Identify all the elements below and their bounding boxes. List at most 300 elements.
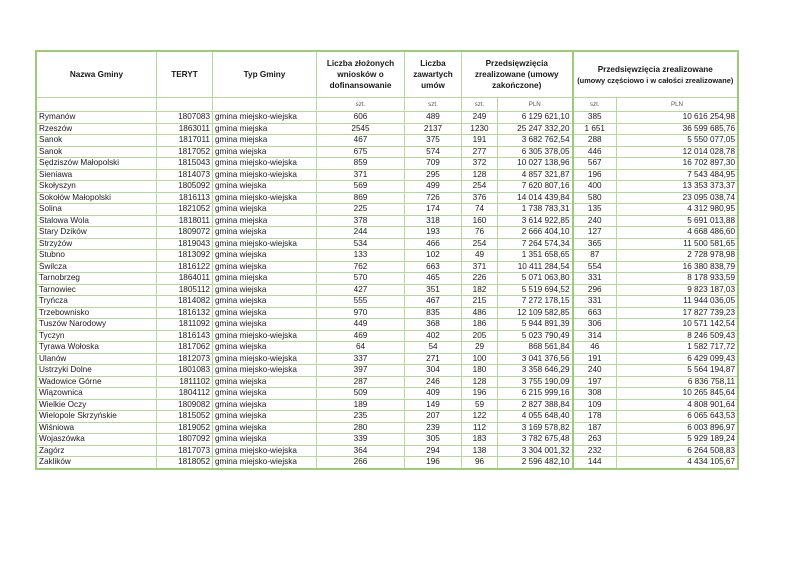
cell-name[interactable]: Rymanów [37,112,157,124]
cell-realized-count[interactable]: 314 [573,330,617,342]
cell-realized-pln[interactable]: 6 003 896,97 [617,422,738,434]
cell-type[interactable]: gmina miejsko-wiejska [213,158,317,170]
cell-completed-pln[interactable]: 10 411 284,54 [498,261,573,273]
cell-contracts[interactable]: 102 [405,250,462,262]
cell-name[interactable]: Świlcza [37,261,157,273]
cell-realized-count[interactable]: 127 [573,227,617,239]
cell-completed-count[interactable]: 371 [462,261,498,273]
cell-type[interactable]: gmina miejska [213,135,317,147]
cell-applications[interactable]: 467 [317,135,405,147]
cell-teryt[interactable]: 1816122 [157,261,213,273]
cell-contracts[interactable]: 835 [405,307,462,319]
cell-realized-pln[interactable]: 1 582 717,72 [617,342,738,354]
table-row [37,457,738,469]
cell-type[interactable]: gmina wiejska [213,296,317,308]
cell-teryt[interactable]: 1818011 [157,215,213,227]
cell-applications[interactable]: 534 [317,238,405,250]
cell-realized-pln[interactable]: 2 728 978,98 [617,250,738,262]
cell-realized-pln[interactable]: 5 691 013,88 [617,215,738,227]
cell-completed-pln[interactable]: 6 215 999,16 [498,388,573,400]
cell-realized-count[interactable]: 187 [573,422,617,434]
cell-realized-pln[interactable]: 16 380 838,79 [617,261,738,273]
cell-completed-count[interactable]: 74 [462,204,498,216]
cell-completed-pln[interactable]: 2 666 404,10 [498,227,573,239]
cell-realized-count[interactable]: 197 [573,376,617,388]
cell-realized-count[interactable]: 232 [573,445,617,457]
cell-realized-count[interactable]: 306 [573,319,617,331]
cell-realized-pln[interactable]: 10 616 254,98 [617,112,738,124]
cell-realized-count[interactable]: 178 [573,411,617,423]
cell-teryt[interactable]: 1817073 [157,445,213,457]
cell-completed-pln[interactable]: 3 755 190,09 [498,376,573,388]
cell-completed-pln[interactable]: 3 782 675,48 [498,434,573,446]
cell-name[interactable]: Wielopole Skrzyńskie [37,411,157,423]
cell-contracts[interactable]: 663 [405,261,462,273]
cell-applications[interactable]: 509 [317,388,405,400]
cell-realized-count[interactable]: 554 [573,261,617,273]
cell-realized-pln[interactable]: 36 599 685,76 [617,123,738,135]
cell-teryt[interactable]: 1814082 [157,296,213,308]
cell-type[interactable]: gmina wiejska [213,411,317,423]
cell-realized-count[interactable]: 109 [573,399,617,411]
cell-completed-pln[interactable]: 4 055 648,40 [498,411,573,423]
cell-name[interactable]: Sieniawa [37,169,157,181]
cell-realized-pln[interactable]: 4 434 105,67 [617,457,738,469]
cell-applications[interactable]: 189 [317,399,405,411]
cell-realized-count[interactable]: 191 [573,353,617,365]
cell-completed-pln[interactable]: 5 944 891,39 [498,319,573,331]
cell-completed-pln[interactable]: 7 272 178,15 [498,296,573,308]
cell-completed-count[interactable]: 160 [462,215,498,227]
cell-completed-count[interactable]: 96 [462,457,498,469]
cell-applications[interactable]: 2545 [317,123,405,135]
cell-contracts[interactable]: 246 [405,376,462,388]
cell-completed-pln[interactable]: 3 304 001,32 [498,445,573,457]
cell-completed-count[interactable]: 128 [462,376,498,388]
cell-teryt[interactable]: 1813092 [157,250,213,262]
table-row [37,353,738,365]
cell-applications[interactable]: 762 [317,261,405,273]
cell-teryt[interactable]: 1809082 [157,399,213,411]
cell-teryt[interactable]: 1814073 [157,169,213,181]
cell-completed-pln[interactable]: 6 305 378,05 [498,146,573,158]
cell-contracts[interactable]: 207 [405,411,462,423]
cell-name[interactable]: Tyrawa Wołoska [37,342,157,354]
cell-contracts[interactable]: 409 [405,388,462,400]
table-row [37,307,738,319]
cell-realized-pln[interactable]: 4 312 980,95 [617,204,738,216]
cell-realized-pln[interactable]: 8 246 509,43 [617,330,738,342]
cell-name[interactable]: Wadowice Górne [37,376,157,388]
cell-contracts[interactable]: 295 [405,169,462,181]
cell-realized-count[interactable]: 446 [573,146,617,158]
cell-teryt[interactable]: 1821052 [157,204,213,216]
unit-empty [213,98,317,112]
cell-name[interactable]: Tyczyn [37,330,157,342]
table-row [37,422,738,434]
cell-completed-count[interactable]: 100 [462,353,498,365]
cell-applications[interactable]: 970 [317,307,405,319]
cell-applications[interactable]: 675 [317,146,405,158]
cell-applications[interactable]: 569 [317,181,405,193]
cell-realized-count[interactable]: 308 [573,388,617,400]
cell-teryt[interactable]: 1817052 [157,146,213,158]
cell-teryt[interactable]: 1819052 [157,422,213,434]
cell-completed-pln[interactable]: 5 023 790,49 [498,330,573,342]
header-contracts[interactable] [405,52,462,98]
cell-completed-count[interactable]: 191 [462,135,498,147]
cell-name[interactable]: Tuszów Narodowy [37,319,157,331]
cell-realized-pln[interactable]: 4 808 901,64 [617,399,738,411]
cell-name[interactable]: Sokołów Małopolski [37,192,157,204]
cell-applications[interactable]: 606 [317,112,405,124]
cell-contracts[interactable]: 318 [405,215,462,227]
cell-realized-pln[interactable]: 5 564 194,87 [617,365,738,377]
cell-realized-count[interactable]: 296 [573,284,617,296]
cell-name[interactable]: Wojaszówka [37,434,157,446]
cell-type[interactable]: gmina wiejska [213,434,317,446]
cell-completed-pln[interactable]: 3 682 762,54 [498,135,573,147]
cell-realized-count[interactable]: 580 [573,192,617,204]
cell-completed-count[interactable]: 186 [462,319,498,331]
cell-type[interactable]: gmina wiejska [213,307,317,319]
cell-name[interactable]: Zaklików [37,457,157,469]
cell-completed-pln[interactable]: 10 027 138,96 [498,158,573,170]
cell-realized-count[interactable]: 196 [573,169,617,181]
cell-contracts[interactable]: 709 [405,158,462,170]
cell-type[interactable]: gmina wiejska [213,284,317,296]
table-row [37,399,738,411]
cell-realized-count[interactable]: 365 [573,238,617,250]
cell-completed-count[interactable]: 112 [462,422,498,434]
cell-applications[interactable]: 869 [317,192,405,204]
cell-completed-pln[interactable]: 25 247 332,20 [498,123,573,135]
cell-completed-count[interactable]: 49 [462,250,498,262]
cell-completed-count[interactable]: 182 [462,284,498,296]
cell-applications[interactable]: 364 [317,445,405,457]
cell-contracts[interactable]: 239 [405,422,462,434]
cell-realized-pln[interactable]: 5 929 189,24 [617,434,738,446]
cell-type[interactable]: gmina miejsko-wiejska [213,457,317,469]
cell-realized-pln[interactable]: 6 836 758,11 [617,376,738,388]
cell-teryt[interactable]: 1801083 [157,365,213,377]
cell-type[interactable]: gmina wiejska [213,181,317,193]
cell-realized-pln[interactable]: 4 668 486,60 [617,227,738,239]
cell-realized-pln[interactable]: 5 550 077,05 [617,135,738,147]
cell-realized-count[interactable]: 135 [573,204,617,216]
unit-applications: szt. [317,98,405,112]
cell-realized-count[interactable]: 240 [573,365,617,377]
cell-contracts[interactable]: 467 [405,296,462,308]
cell-name[interactable]: Tarnobrzeg [37,273,157,285]
cell-completed-count[interactable]: 122 [462,411,498,423]
cell-applications[interactable]: 371 [317,169,405,181]
table-row [37,169,738,181]
cell-contracts[interactable]: 271 [405,353,462,365]
cell-applications[interactable]: 225 [317,204,405,216]
table-row [37,135,738,147]
cell-type[interactable]: gmina miejsko-wiejska [213,353,317,365]
cell-contracts[interactable]: 2137 [405,123,462,135]
cell-name[interactable]: Ulanów [37,353,157,365]
cell-realized-pln[interactable]: 23 095 038,74 [617,192,738,204]
cell-realized-count[interactable]: 331 [573,273,617,285]
cell-realized-pln[interactable]: 6 264 508,83 [617,445,738,457]
cell-applications[interactable]: 469 [317,330,405,342]
cell-realized-pln[interactable]: 12 014 028,78 [617,146,738,158]
cell-contracts[interactable]: 174 [405,204,462,216]
cell-type[interactable]: gmina wiejska [213,422,317,434]
cell-contracts[interactable]: 304 [405,365,462,377]
cell-completed-pln[interactable]: 2 827 388,84 [498,399,573,411]
cell-teryt[interactable]: 1807092 [157,434,213,446]
cell-applications[interactable]: 859 [317,158,405,170]
cell-applications[interactable]: 287 [317,376,405,388]
cell-realized-count[interactable]: 1 651 [573,123,617,135]
cell-name[interactable]: Tarnowiec [37,284,157,296]
cell-realized-pln[interactable]: 6 429 099,43 [617,353,738,365]
cell-name[interactable]: Ustrzyki Dolne [37,365,157,377]
cell-applications[interactable]: 133 [317,250,405,262]
cell-type[interactable]: gmina wiejska [213,227,317,239]
header-teryt[interactable]: TERYT [157,52,213,98]
cell-completed-pln[interactable]: 12 109 582,85 [498,307,573,319]
cell-realized-pln[interactable]: 17 827 739,23 [617,307,738,319]
cell-completed-pln[interactable]: 14 014 439,84 [498,192,573,204]
cell-completed-count[interactable]: 196 [462,388,498,400]
cell-completed-pln[interactable]: 1 351 658,65 [498,250,573,262]
cell-type[interactable]: gmina wiejska [213,319,317,331]
cell-completed-count[interactable]: 226 [462,273,498,285]
cell-applications[interactable]: 555 [317,296,405,308]
cell-contracts[interactable]: 305 [405,434,462,446]
cell-completed-count[interactable]: 183 [462,434,498,446]
cell-type[interactable]: gmina miejska [213,215,317,227]
cell-contracts[interactable]: 402 [405,330,462,342]
cell-applications[interactable]: 266 [317,457,405,469]
cell-completed-count[interactable]: 205 [462,330,498,342]
cell-teryt[interactable]: 1807083 [157,112,213,124]
cell-contracts[interactable]: 351 [405,284,462,296]
cell-completed-count[interactable]: 29 [462,342,498,354]
cell-completed-count[interactable]: 486 [462,307,498,319]
cell-completed-pln[interactable]: 2 596 482,10 [498,457,573,469]
cell-name[interactable]: Sanok [37,146,157,158]
cell-completed-count[interactable]: 128 [462,169,498,181]
cell-contracts[interactable]: 368 [405,319,462,331]
cell-teryt[interactable]: 1804112 [157,388,213,400]
cell-teryt[interactable]: 1809072 [157,227,213,239]
cell-contracts[interactable]: 465 [405,273,462,285]
cell-teryt[interactable]: 1805112 [157,284,213,296]
header-name[interactable]: Nazwa Gminy [37,52,157,98]
cell-teryt[interactable]: 1819043 [157,238,213,250]
cell-type[interactable]: gmina miejsko-wiejska [213,169,317,181]
cell-applications[interactable]: 397 [317,365,405,377]
cell-contracts[interactable]: 466 [405,238,462,250]
cell-type[interactable]: gmina miejska [213,123,317,135]
cell-teryt[interactable]: 1863011 [157,123,213,135]
cell-completed-count[interactable]: 76 [462,227,498,239]
cell-completed-pln[interactable]: 5 071 063,80 [498,273,573,285]
cell-applications[interactable]: 570 [317,273,405,285]
cell-teryt[interactable]: 1816143 [157,330,213,342]
table-row [37,330,738,342]
cell-completed-pln[interactable]: 3 614 922,85 [498,215,573,227]
cell-realized-pln[interactable]: 6 065 643,53 [617,411,738,423]
cell-realized-count[interactable]: 331 [573,296,617,308]
cell-contracts[interactable]: 294 [405,445,462,457]
cell-completed-count[interactable]: 249 [462,112,498,124]
header-row [37,52,738,98]
cell-applications[interactable]: 244 [317,227,405,239]
cell-type[interactable]: gmina wiejska [213,399,317,411]
cell-applications[interactable]: 339 [317,434,405,446]
cell-realized-count[interactable]: 663 [573,307,617,319]
cell-realized-count[interactable]: 240 [573,215,617,227]
cell-realized-pln[interactable]: 10 265 845,64 [617,388,738,400]
cell-realized-count[interactable]: 263 [573,434,617,446]
cell-type[interactable]: gmina wiejska [213,261,317,273]
cell-contracts[interactable]: 489 [405,112,462,124]
cell-contracts[interactable]: 574 [405,146,462,158]
cell-completed-count[interactable]: 254 [462,181,498,193]
cell-contracts[interactable]: 726 [405,192,462,204]
cell-completed-pln[interactable]: 7 620 807,16 [498,181,573,193]
cell-applications[interactable]: 280 [317,422,405,434]
cell-completed-pln[interactable]: 1 738 783,31 [498,204,573,216]
cell-realized-count[interactable]: 567 [573,158,617,170]
cell-teryt[interactable]: 1817011 [157,135,213,147]
cell-completed-pln[interactable]: 3 169 578,82 [498,422,573,434]
cell-completed-count[interactable]: 376 [462,192,498,204]
cell-completed-pln[interactable]: 7 264 574,34 [498,238,573,250]
cell-realized-pln[interactable]: 10 571 142,54 [617,319,738,331]
cell-completed-pln[interactable]: 3 358 646,29 [498,365,573,377]
cell-applications[interactable]: 235 [317,411,405,423]
cell-realized-pln[interactable]: 11 944 036,05 [617,296,738,308]
cell-contracts[interactable]: 375 [405,135,462,147]
cell-teryt[interactable]: 1818052 [157,457,213,469]
cell-type[interactable]: gmina wiejska [213,388,317,400]
cell-completed-pln[interactable]: 5 519 694,52 [498,284,573,296]
cell-applications[interactable]: 378 [317,215,405,227]
cell-name[interactable]: Solina [37,204,157,216]
header-type[interactable]: Typ Gminy [213,52,317,98]
cell-type[interactable]: gmina wiejska [213,204,317,216]
cell-completed-count[interactable]: 138 [462,445,498,457]
units-row [37,98,738,112]
cell-realized-pln[interactable]: 11 500 581,65 [617,238,738,250]
cell-contracts[interactable]: 149 [405,399,462,411]
cell-teryt[interactable]: 1817062 [157,342,213,354]
cell-realized-pln[interactable]: 8 178 933,59 [617,273,738,285]
cell-name[interactable]: Sanok [37,135,157,147]
cell-realized-pln[interactable]: 16 702 897,30 [617,158,738,170]
cell-realized-pln[interactable]: 13 353 373,37 [617,181,738,193]
cell-name[interactable]: Strzyżów [37,238,157,250]
cell-type[interactable]: gmina miejsko-wiejska [213,330,317,342]
header-completed[interactable] [462,52,573,98]
cell-type[interactable]: gmina miejsko-wiejska [213,238,317,250]
cell-completed-count[interactable]: 254 [462,238,498,250]
cell-completed-pln[interactable]: 3 041 376,56 [498,353,573,365]
cell-teryt[interactable]: 1811102 [157,376,213,388]
cell-realized-count[interactable]: 385 [573,112,617,124]
cell-type[interactable]: gmina wiejska [213,250,317,262]
cell-name[interactable]: Rzeszów [37,123,157,135]
cell-contracts[interactable]: 499 [405,181,462,193]
cell-realized-count[interactable]: 400 [573,181,617,193]
cell-name[interactable]: Stubno [37,250,157,262]
cell-name[interactable]: Trzebownisko [37,307,157,319]
cell-teryt[interactable]: 1811092 [157,319,213,331]
cell-type[interactable]: gmina wiejska [213,376,317,388]
cell-teryt[interactable]: 1816113 [157,192,213,204]
cell-applications[interactable]: 64 [317,342,405,354]
cell-realized-count[interactable]: 46 [573,342,617,354]
cell-teryt[interactable]: 1815043 [157,158,213,170]
header-realized[interactable] [573,52,738,98]
cell-completed-pln[interactable]: 868 561,84 [498,342,573,354]
cell-contracts[interactable]: 54 [405,342,462,354]
cell-applications[interactable]: 337 [317,353,405,365]
cell-type[interactable]: gmina miejska [213,273,317,285]
cell-realized-count[interactable]: 288 [573,135,617,147]
cell-contracts[interactable]: 193 [405,227,462,239]
cell-name[interactable]: Zagórz [37,445,157,457]
cell-name[interactable]: Wiśniowa [37,422,157,434]
cell-completed-pln[interactable]: 4 857 321,87 [498,169,573,181]
cell-completed-count[interactable]: 372 [462,158,498,170]
header-applications[interactable] [317,52,405,98]
cell-applications[interactable]: 427 [317,284,405,296]
cell-realized-count[interactable]: 144 [573,457,617,469]
cell-realized-count[interactable]: 87 [573,250,617,262]
cell-completed-count[interactable]: 215 [462,296,498,308]
cell-type[interactable]: gmina wiejska [213,146,317,158]
cell-name[interactable]: Skołyszyn [37,181,157,193]
cell-completed-pln[interactable]: 6 129 621,10 [498,112,573,124]
cell-type[interactable]: gmina miejsko-wiejska [213,112,317,124]
cell-name[interactable]: Wielkie Oczy [37,399,157,411]
cell-completed-count[interactable]: 277 [462,146,498,158]
cell-realized-pln[interactable]: 9 823 187,03 [617,284,738,296]
cell-completed-count[interactable]: 180 [462,365,498,377]
cell-type[interactable]: gmina miejsko-wiejska [213,192,317,204]
cell-applications[interactable]: 449 [317,319,405,331]
cell-type[interactable]: gmina miejsko-wiejska [213,445,317,457]
cell-realized-pln[interactable]: 7 543 484,95 [617,169,738,181]
cell-name[interactable]: Stary Dzików [37,227,157,239]
cell-teryt[interactable]: 1812073 [157,353,213,365]
cell-name[interactable]: Tryńcza [37,296,157,308]
cell-teryt[interactable]: 1815052 [157,411,213,423]
cell-name[interactable]: Stalowa Wola [37,215,157,227]
cell-type[interactable]: gmina miejsko-wiejska [213,365,317,377]
cell-name[interactable]: Wiązownica [37,388,157,400]
unit-realized-pln: PLN [617,98,738,112]
cell-teryt[interactable]: 1805092 [157,181,213,193]
header-realized-line2: (umowy częściowo i w całości zrealizowane) [577,75,734,85]
cell-name[interactable]: Sędziszów Małopolski [37,158,157,170]
cell-completed-count[interactable]: 59 [462,399,498,411]
cell-teryt[interactable]: 1816132 [157,307,213,319]
cell-contracts[interactable]: 196 [405,457,462,469]
cell-type[interactable]: gmina wiejska [213,342,317,354]
cell-teryt[interactable]: 1864011 [157,273,213,285]
cell-completed-count[interactable]: 1230 [462,123,498,135]
